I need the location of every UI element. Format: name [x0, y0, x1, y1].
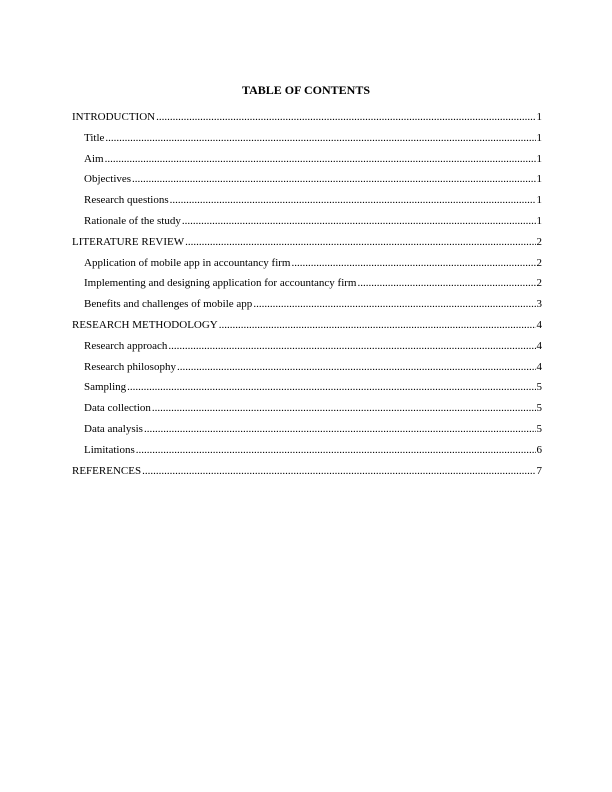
toc-entry-page: 2: [536, 277, 542, 290]
dot-leader: [105, 131, 535, 145]
toc-entry-label: Implementing and designing application for accountancy firm: [84, 277, 357, 290]
toc-entry-page: 3: [536, 298, 542, 311]
toc-entry-page: 2: [536, 235, 542, 248]
table-of-contents: [72, 110, 542, 484]
dot-leader: [132, 172, 535, 186]
toc-entry[interactable]: [72, 110, 542, 131]
toc-entry[interactable]: [72, 297, 542, 318]
toc-title: TABLE OF CONTENTS: [241, 83, 371, 97]
toc-entry-page: 1: [536, 111, 542, 123]
toc-entry-label: Title: [84, 131, 105, 144]
toc-entry[interactable]: [72, 443, 542, 464]
toc-entry[interactable]: [72, 172, 542, 193]
toc-entry-label: RESEARCH METHODOLOGY: [72, 318, 218, 331]
toc-entry-page: 6: [536, 443, 542, 456]
toc-entry-page: 5: [536, 402, 542, 415]
toc-entry-label: Rationale of the study: [84, 214, 181, 227]
toc-entry[interactable]: [72, 401, 542, 422]
toc-entry-page: 1: [536, 214, 542, 227]
toc-entry-page: 7: [536, 464, 542, 477]
dot-leader: [136, 443, 536, 457]
dot-leader: [292, 256, 536, 270]
toc-entry[interactable]: [72, 422, 542, 443]
toc-entry-label: REFERENCES: [72, 464, 142, 477]
toc-entry[interactable]: [72, 339, 542, 360]
toc-entry[interactable]: [72, 464, 542, 485]
toc-entry-page: 1: [536, 194, 542, 207]
dot-leader: [170, 193, 536, 207]
toc-entry[interactable]: [72, 318, 542, 339]
toc-entry[interactable]: [72, 193, 542, 214]
toc-entry-page: 4: [536, 318, 542, 331]
toc-entry-label: Objectives: [84, 173, 132, 186]
toc-entry[interactable]: [72, 380, 542, 401]
dot-leader: [182, 214, 536, 228]
dot-leader: [152, 401, 536, 415]
toc-entry-page: 4: [536, 339, 542, 352]
dot-leader: [105, 152, 536, 166]
dot-leader: [144, 422, 536, 436]
toc-entry-page: 2: [536, 256, 542, 269]
dot-leader: [177, 360, 536, 374]
toc-entry-label: Data collection: [84, 402, 151, 415]
dot-leader: [219, 318, 536, 332]
toc-entry[interactable]: [72, 360, 542, 381]
toc-entry-page: 4: [536, 360, 542, 373]
toc-entry[interactable]: [72, 235, 542, 256]
dot-leader: [357, 276, 535, 290]
toc-entry-page: 1: [536, 131, 542, 144]
toc-entry-label: LITERATURE REVIEW: [72, 235, 185, 248]
dot-leader: [253, 297, 535, 311]
toc-entry-page: 1: [536, 173, 542, 186]
toc-entry[interactable]: [72, 214, 542, 235]
dot-leader: [142, 464, 535, 478]
dot-leader: [156, 110, 535, 124]
toc-entry-label: Research philosophy: [84, 360, 176, 373]
toc-entry-label: Limitations: [84, 443, 135, 456]
toc-entry-label: Research questions: [84, 194, 169, 207]
toc-entry[interactable]: [72, 276, 542, 297]
toc-entry-label: Data analysis: [84, 422, 143, 435]
toc-entry-label: Benefits and challenges of mobile app: [84, 298, 253, 311]
toc-entry-label: Application of mobile app in accountancy firm: [84, 256, 291, 269]
dot-leader: [168, 339, 535, 353]
toc-entry-label: Research approach: [84, 339, 168, 352]
toc-entry[interactable]: [72, 256, 542, 277]
toc-entry-page: 5: [536, 381, 542, 394]
toc-entry-label: INTRODUCTION: [72, 111, 156, 123]
dot-leader: [185, 235, 535, 249]
dot-leader: [127, 380, 535, 394]
toc-entry-page: 1: [536, 152, 542, 165]
toc-entry-page: 5: [536, 422, 542, 435]
toc-entry[interactable]: [72, 131, 542, 152]
toc-entry-label: Aim: [84, 152, 104, 165]
toc-entry-label: Sampling: [84, 381, 127, 394]
toc-entry[interactable]: [72, 152, 542, 173]
